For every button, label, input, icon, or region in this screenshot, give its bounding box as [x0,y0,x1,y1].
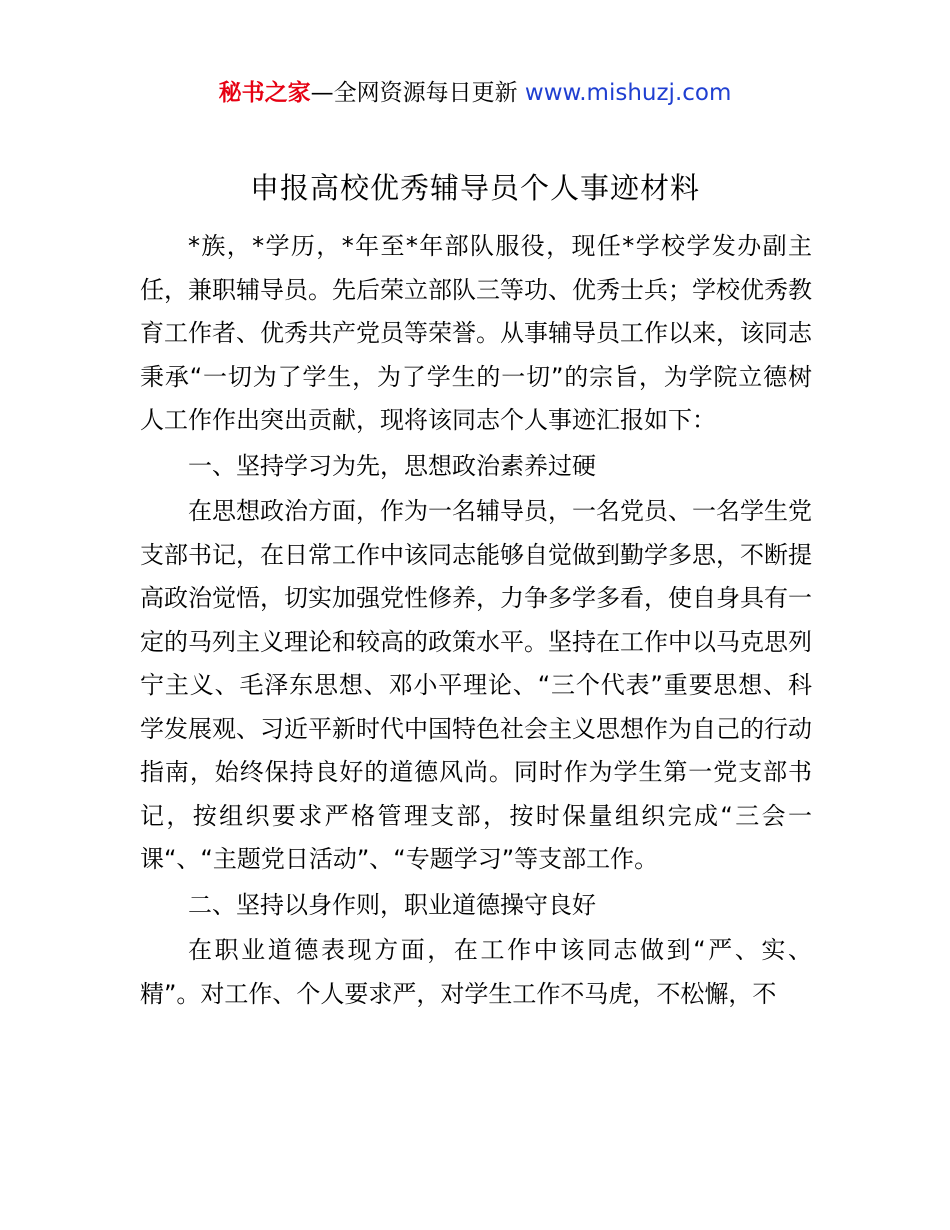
intro-paragraph: *族，*学历，*年至*年部队服役，现任*学校学发办副主任，兼职辅导员。先后荣立部队三等功、优秀士兵；学校优秀教育工作者、优秀共产党员等荣誉。从事辅导员工作以来，该同志秉承“一切为了学生，为了学生的一切”的宗旨，为学院立德树人工作作出突出贡献，现将该同志个人事迹汇报如下： [140,232,812,434]
section-heading-1: 一、坚持学习为先，思想政治素养过硬 [188,451,596,480]
section-heading-2: 二、坚持以身作则，职业道德操守良好 [188,890,596,919]
section-paragraph-2: 在职业道德表现方面，在工作中该同志做到“严、实、精”。对工作、个人要求严，对学生工作不马虎，不松懈，不 [140,936,812,1008]
site-header [0,78,950,108]
document-title: 申报高校优秀辅导员个人事迹材料 [249,171,700,205]
site-tagline: —全网资源每日更新 [310,80,525,106]
document-body [140,225,812,1018]
site-url-link[interactable]: www.mishuzj.com [524,80,732,106]
site-brand: 秘书之家 [218,80,311,106]
section-paragraph-1: 在思想政治方面，作为一名辅导员，一名党员、一名学生党支部书记，在日常工作中该同志能够自觉做到勤学多思，不断提高政治觉悟，切实加强党性修养，力争多学多看，使自身具有一定的马列主义理论和较高的政策水平。坚持在工作中以马克思列宁主义、毛泽东思想、邓小平理论、“三个代表”重要思想、科学发展观、习近平新时代中国特色社会主义思想作为自己的行动指南，始终保持良好的道德风尚。同时作为学生第一党支部书记，按组织要求严格管理支部，按时保量组织完成“三会一课“、“主题党日活动”、“专题学习”等支部工作。 [140,497,812,873]
